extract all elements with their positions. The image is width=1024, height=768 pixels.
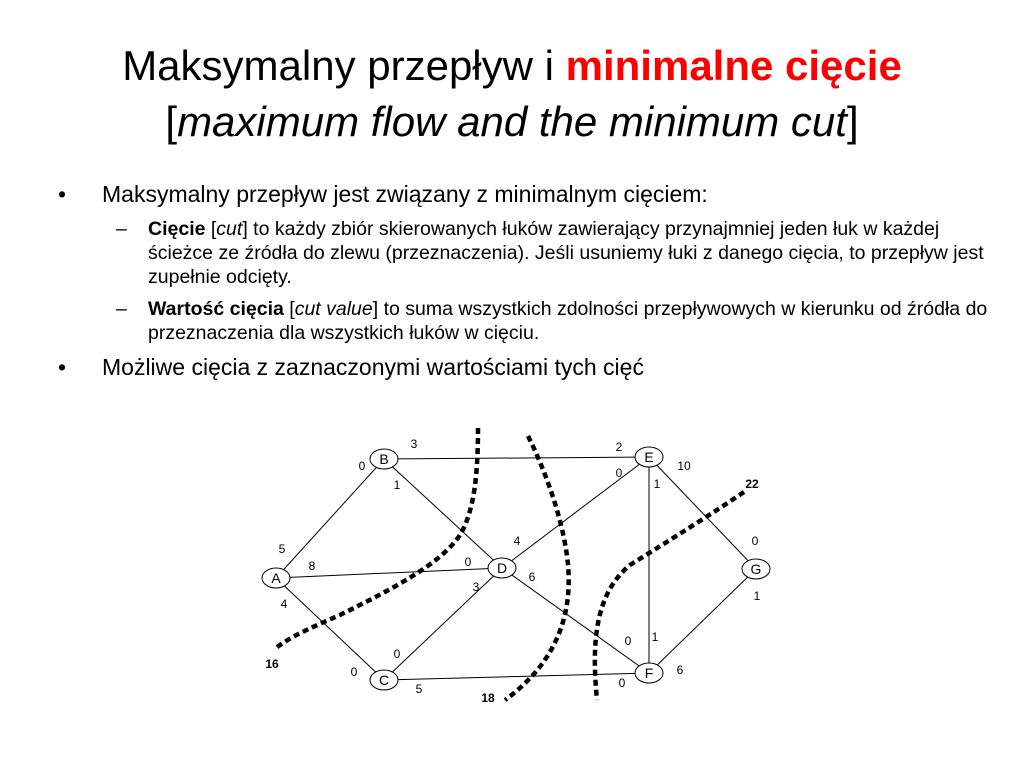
term-cut-english: cut [216, 218, 243, 240]
node-D-label: D [496, 560, 508, 576]
bullet-text-2: Możliwe cięcia z zaznaczonymi wartościami tych cięć [102, 354, 644, 380]
edge-label-CF-b: 0 [618, 676, 626, 690]
cut-value-16: 16 [265, 657, 279, 671]
node-F-label: F [644, 665, 654, 681]
edge-label-AB-b: 0 [358, 459, 366, 473]
bullet-dot-icon: • [58, 181, 67, 207]
title-bracket-close: ] [846, 98, 859, 145]
node-B-label: B [379, 451, 389, 467]
dash-icon: – [116, 298, 127, 320]
edge-label-CF-a: 5 [415, 682, 423, 696]
edge-label-AD-b: 0 [464, 555, 472, 569]
edge-E-G [649, 457, 756, 569]
edge-label-EG-b: 0 [751, 534, 759, 548]
edge-A-C [276, 578, 384, 680]
edge-label-BE-b: 2 [615, 440, 623, 454]
title-english: maximum flow and the minimum cut [177, 98, 847, 145]
edge-label-DF-a: 6 [528, 570, 536, 584]
edge-label-BD-a: 1 [393, 478, 401, 492]
bullet-dot-icon: • [58, 354, 67, 380]
edge-label-BE-a: 3 [410, 437, 418, 451]
term-cut: Cięcie [148, 218, 206, 240]
node-C [370, 670, 398, 690]
edge-D-E [502, 457, 649, 568]
node-A [262, 568, 290, 588]
edge-label-DF-b: 0 [624, 634, 632, 648]
node-F [635, 663, 663, 683]
edge-label-AD-a: 8 [308, 559, 316, 573]
term-cut-value-english: cut value [294, 298, 373, 320]
edge-D-F [502, 568, 649, 673]
edge-label-DE-a: 4 [513, 534, 521, 548]
title-normal: Maksymalny przepływ i [122, 42, 566, 89]
edge-label-AC-b: 0 [350, 665, 358, 679]
edge-A-B [276, 459, 384, 578]
term-cut-value: Wartość cięcia [148, 298, 284, 320]
cut-line-22 [595, 492, 744, 700]
term-cut-definition: ] to każdy zbiór skierowanych łuków zawierający przynajmniej jeden łuk w każdej ścieżce ze źródła do zlewu (przeznaczenia). Jeśli usuniemy łuki z danego cięcia, to przepływ jest zupełnie odcięty. [148, 218, 984, 288]
edge-label-EF-b: 1 [651, 630, 659, 644]
edge-label-EG-a: 10 [677, 459, 691, 473]
title-highlight: minimalne cięcie [565, 42, 902, 89]
term-cut-bracket: [ [205, 218, 217, 240]
node-E-label: E [644, 449, 654, 465]
edge-B-E [384, 457, 649, 459]
edge-label-FG-a: 6 [676, 663, 684, 677]
edge-label-DE-b: 0 [615, 466, 623, 480]
edge-C-F [384, 673, 649, 680]
cut-value-18: 18 [481, 691, 495, 705]
bullet-text-1: Maksymalny przepływ jest związany z minimalnym cięciem: [102, 181, 708, 207]
node-D [488, 558, 516, 578]
edge-label-CD-b: 0 [393, 647, 401, 661]
edge-label-CD-a: 3 [472, 580, 480, 594]
edge-label-AB-a: 5 [278, 542, 286, 556]
edge-C-D [384, 568, 502, 680]
node-E [635, 447, 663, 467]
node-B [370, 449, 398, 469]
edge-label-AC-a: 4 [280, 597, 288, 611]
cut-value-22: 22 [745, 477, 759, 491]
title-bracket-open: [ [165, 98, 178, 145]
dash-icon: – [116, 218, 127, 240]
edge-label-FG-b: 1 [753, 589, 761, 603]
term-cut-value-definition: ] to suma wszystkich zdolności przepływowych w kierunku od źródła do przeznaczenia dla wszystkich łuków w cięciu. [148, 298, 988, 344]
edge-F-G [649, 569, 756, 673]
node-G-label: G [750, 561, 762, 577]
node-A-label: A [271, 570, 281, 586]
node-C-label: C [378, 672, 390, 688]
term-cut-value-bracket: [ [283, 298, 295, 320]
node-G [742, 559, 770, 579]
edge-label-EF-a: 1 [653, 477, 661, 491]
